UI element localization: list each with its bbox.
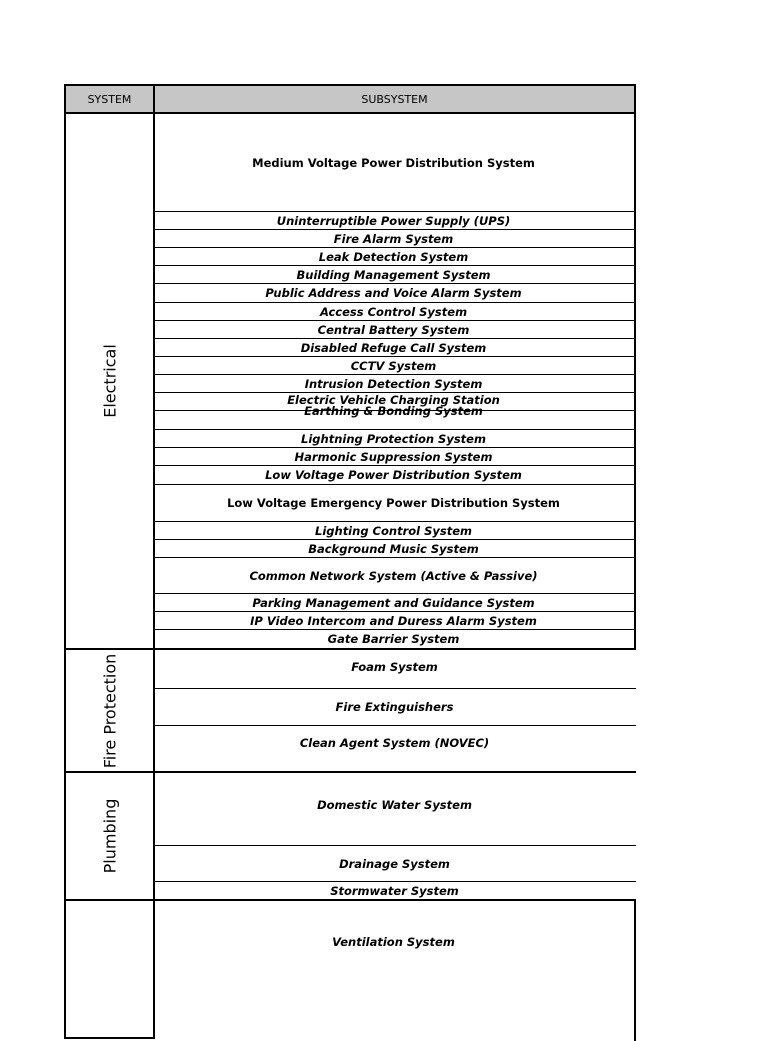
subsystem-group-next [153,901,636,1041]
subsystem-divider [153,393,634,411]
subsystem-row: Lighting Control System [153,522,634,540]
system-label-electrical: Electrical [100,344,119,418]
header-subsystem: SUBSYSTEM [153,84,636,114]
subsystem-row: Harmonic Suppression System [153,448,634,466]
subsystem-row: Disabled Refuge Call System [153,339,634,357]
subsystem-row: Drainage System [153,846,636,882]
subsystem-row: Medium Voltage Power Distribution System [153,114,634,212]
subsystem-row: Ventilation System [332,935,455,949]
subsystem-text: Earthing & Bonding System [304,404,483,418]
subsystem-row: Fire Extinguishers [153,689,636,726]
subsystem-divider [153,411,634,430]
subsystem-row: Domestic Water System [153,773,636,846]
subsystem-row: CCTV System [153,357,634,375]
system-cell-plumbing [64,771,155,901]
subsystem-row: Common Network System (Active & Passive) [153,558,634,594]
subsystem-row: Public Address and Voice Alarm System [153,284,634,303]
system-label-plumbing: Plumbing [100,798,119,874]
system-cell-electrical [64,112,155,650]
subsystem-row: Building Management System [153,266,634,284]
subsystem-row: Parking Management and Guidance System [153,594,634,612]
header-system: SYSTEM [64,84,155,114]
subsystem-group-electrical [153,114,636,650]
section-divider [153,899,636,901]
subsystem-row: Intrusion Detection System [153,375,634,393]
system-label-fire-protection: Fire Protection [100,653,119,768]
system-cell-fire-protection [64,648,155,773]
subsystem-group-fire-protection [153,650,636,773]
subsystem-row: Gate Barrier System [153,630,634,650]
subsystem-row: Foam System [153,650,636,689]
subsystem-row: Central Battery System [153,321,634,339]
subsystem-row: Leak Detection System [153,248,634,266]
subsystem-row: Low Voltage Power Distribution System [153,466,634,485]
subsystem-row: Uninterruptible Power Supply (UPS) [153,212,634,230]
subsystem-row: Clean Agent System (NOVEC) [153,726,636,773]
subsystem-row: Fire Alarm System [153,230,634,248]
system-cell-next [64,899,155,1039]
subsystem-row: IP Video Intercom and Duress Alarm System [153,612,634,630]
subsystem-row: Low Voltage Emergency Power Distribution System [153,485,634,522]
subsystem-row: Access Control System [153,303,634,321]
subsystem-text: Electric Vehicle Charging Station [287,393,500,407]
subsystem-row: Background Music System [153,540,634,558]
subsystem-row: Stormwater System [153,882,636,901]
subsystem-group-plumbing [153,773,636,901]
subsystem-row: Lightning Protection System [153,430,634,448]
